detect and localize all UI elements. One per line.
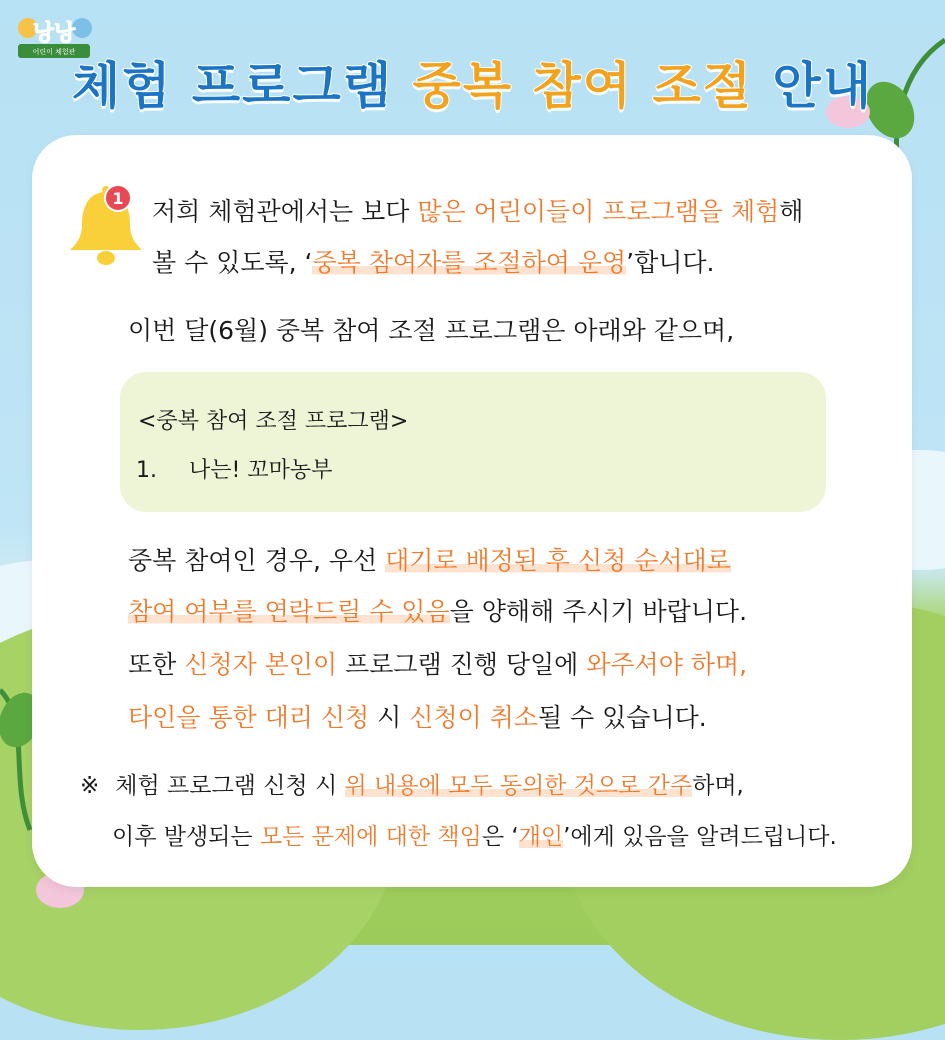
notice-line-3: [128, 645, 747, 681]
footer-text: 은 ‘: [481, 824, 519, 850]
notice-text: 중복 참여인 경우, 우선: [128, 546, 386, 575]
badge-number: 1: [112, 189, 124, 208]
title-part1: 체험 프로그램: [71, 57, 413, 115]
footer-highlight: 개인: [518, 824, 564, 850]
notice-line-2: [128, 592, 747, 628]
program-box: [120, 372, 826, 512]
svg-text:어린이 체험관: 어린이 체험관: [32, 48, 76, 56]
notice-highlight: 신청자 본인이: [184, 650, 338, 679]
intro-underline-highlight: 중복 참여자를 조절하여 운영: [312, 248, 627, 277]
intro-line-1: [152, 192, 803, 228]
footer-text: 하며,: [692, 773, 744, 799]
intro-text: 해: [779, 197, 804, 226]
program-box-heading: <중복 참여 조절 프로그램>: [138, 409, 409, 434]
notice-highlight: 참여 여부를 연락드릴 수 있음: [128, 597, 450, 626]
footer-text: 체험 프로그램 신청 시: [115, 773, 345, 799]
page-title: [0, 46, 945, 118]
footer-line-1: [80, 767, 744, 800]
reference-mark: ※: [80, 773, 100, 799]
notice-text: 또한: [128, 650, 185, 679]
notice-text: 프로그램 진행 당일에: [337, 650, 587, 679]
notice-highlight: 신청이 취소: [409, 703, 538, 732]
program-item-number: 1.: [136, 458, 157, 483]
notice-line-1: [128, 541, 731, 577]
title-part3: 안내: [772, 57, 874, 115]
notice-highlight: 타인을 통한 대리 신청: [128, 703, 370, 732]
notice-text: 시: [369, 703, 410, 732]
intro-highlight: 많은 어린이들이 프로그램을 체험: [417, 197, 780, 226]
notice-text: 을 양해해 주시기 바랍니다.: [449, 597, 748, 626]
footer-text: 이후 발생되는: [112, 824, 260, 850]
footer-line-2: [112, 818, 837, 851]
notice-line-4: [128, 698, 707, 734]
program-item-name: 나는! 꼬마농부: [189, 458, 333, 483]
bell-icon: [66, 178, 146, 270]
notice-text: 될 수 있습니다.: [537, 703, 707, 732]
footer-text: ’에게 있음을 알려드립니다.: [563, 824, 837, 850]
notice-highlight: 대기로 배정된 후 신청 순서대로: [385, 546, 731, 575]
svg-text:낭낭: 낭낭: [32, 21, 76, 46]
intro-text: 저희 체험관에서는 보다: [152, 197, 418, 226]
intro-line-2: [152, 243, 715, 279]
program-item: [136, 453, 332, 484]
intro-text: ’합니다.: [626, 248, 715, 277]
title-part2: 중복 참여 조절: [412, 57, 773, 115]
footer-highlight: 모든 문제에 대한 책임: [259, 824, 482, 850]
intro-text: 볼 수 있도록, ‘: [152, 248, 313, 277]
footer-highlight: 위 내용에 모두 동의한 것으로 간주: [344, 773, 693, 799]
month-line: 이번 달(6월) 중복 참여 조절 프로그램은 아래와 같으며,: [128, 316, 735, 345]
notice-highlight: 와주셔야 하며,: [586, 650, 748, 679]
